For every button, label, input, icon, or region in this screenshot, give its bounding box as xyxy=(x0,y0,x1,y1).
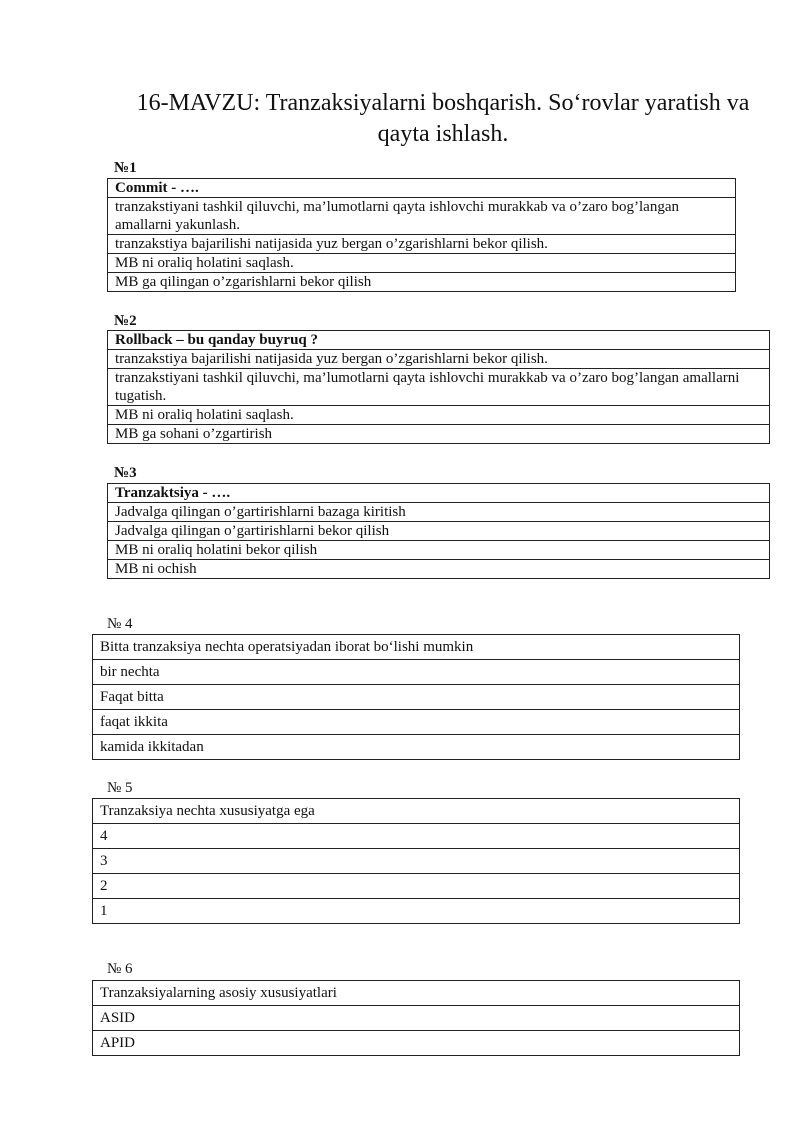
answer-option: Faqat bitta xyxy=(93,685,740,710)
question-table xyxy=(92,980,740,1056)
question-number: №1 xyxy=(114,160,137,176)
answer-option: 2 xyxy=(93,874,740,899)
question-number: №3 xyxy=(114,465,137,481)
question-number: № 6 xyxy=(107,961,133,977)
question-number: №2 xyxy=(114,313,137,329)
question-text: Tranzaksiyalarning asosiy xususiyatlari xyxy=(93,981,740,1006)
answer-option: kamida ikkitadan xyxy=(93,735,740,760)
page-title: 16-MAVZU: Tranzaksiyalarni boshqarish. So‘rovlar yaratish va qayta ishlash. xyxy=(136,90,750,147)
answer-option: MB ni oraliq holatini saqlash. xyxy=(108,254,736,273)
answer-option: tranzakstiyani tashkil qiluvchi, ma’lumotlarni qayta ishlovchi murakkab va o’zaro bog’langan amallarni tugatish. xyxy=(108,369,770,406)
answer-option: Jadvalga qilingan o’gartirishlarni bekor qilish xyxy=(108,522,770,541)
question-text: Bitta tranzaksiya nechta operatsiyadan iborat bo‘lishi mumkin xyxy=(93,635,740,660)
question-table xyxy=(92,634,740,760)
question-number: № 5 xyxy=(107,780,133,796)
question-table xyxy=(107,178,736,292)
answer-option: Jadvalga qilingan o’gartirishlarni bazaga kiritish xyxy=(108,503,770,522)
question-text: Commit - …. xyxy=(108,179,736,198)
answer-option: faqat ikkita xyxy=(93,710,740,735)
question-table xyxy=(107,330,770,444)
question-text: Tranzaktsiya - …. xyxy=(108,484,770,503)
answer-option: MB ga sohani o’zgartirish xyxy=(108,425,770,444)
answer-option: tranzakstiya bajarilishi natijasida yuz bergan o’zgarishlarni bekor qilish. xyxy=(108,235,736,254)
answer-option: 3 xyxy=(93,849,740,874)
answer-option: MB ga qilingan o’zgarishlarni bekor qilish xyxy=(108,273,736,292)
answer-option: ASID xyxy=(93,1006,740,1031)
answer-option: bir nechta xyxy=(93,660,740,685)
answer-option: MB ni ochish xyxy=(108,560,770,579)
question-table xyxy=(107,483,770,579)
answer-option: tranzakstiya bajarilishi natijasida yuz bergan o’zgarishlarni bekor qilish. xyxy=(108,350,770,369)
question-text: Tranzaksiya nechta xususiyatga ega xyxy=(93,799,740,824)
question-number: № 4 xyxy=(107,616,133,632)
answer-option: MB ni oraliq holatini saqlash. xyxy=(108,406,770,425)
answer-option: APID xyxy=(93,1031,740,1056)
answer-option: 1 xyxy=(93,899,740,924)
question-text: Rollback – bu qanday buyruq ? xyxy=(108,331,770,350)
question-table xyxy=(92,798,740,924)
answer-option: MB ni oraliq holatini bekor qilish xyxy=(108,541,770,560)
answer-option: 4 xyxy=(93,824,740,849)
answer-option: tranzakstiyani tashkil qiluvchi, ma’lumotlarni qayta ishlovchi murakkab va o’zaro bog’langan amallarni yakunlash. xyxy=(108,198,736,235)
